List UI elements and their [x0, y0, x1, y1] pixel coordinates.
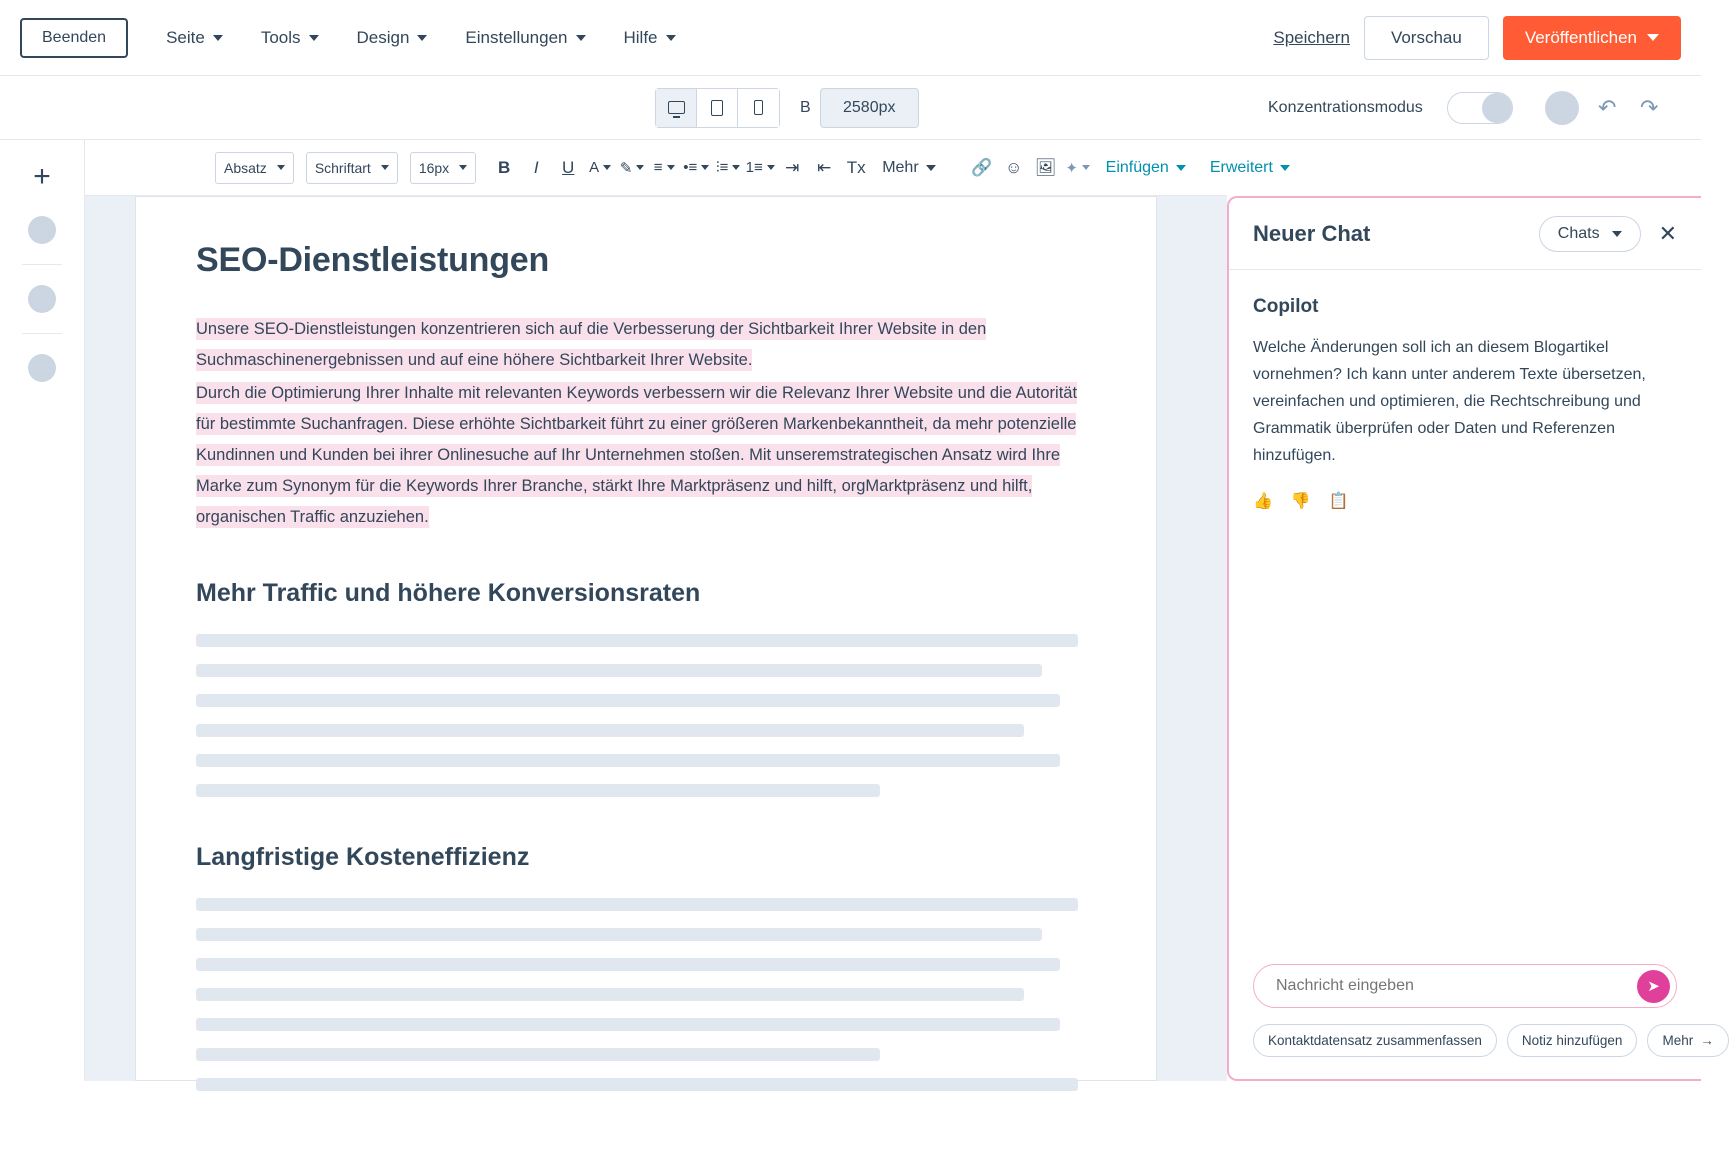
bullet-list-icon: •≡ [683, 159, 698, 176]
paragraph-style-select[interactable] [215, 152, 294, 184]
save-link[interactable]: Speichern [1273, 27, 1350, 47]
emoji-icon[interactable]: ☺ [1004, 157, 1023, 177]
line-spacing-button[interactable] [715, 152, 741, 184]
chevron-down-icon [213, 35, 223, 41]
section-heading-cost: Langfristige Kosteneffizienz [196, 843, 530, 871]
text-color-icon: A [589, 159, 600, 176]
viewport-width-field[interactable]: 2580px [820, 88, 919, 128]
tablet-icon [711, 100, 723, 116]
chevron-down-icon [381, 165, 389, 170]
font-family-select[interactable] [306, 152, 398, 184]
menu-hilfe[interactable] [608, 18, 692, 58]
skeleton-line [196, 1078, 1078, 1091]
chevron-down-icon [666, 35, 676, 41]
advanced-label: Erweitert [1209, 158, 1273, 176]
more-formatting-label: Mehr [882, 158, 919, 176]
copilot-title: Neuer Chat [1253, 220, 1371, 246]
menu-tools[interactable] [245, 18, 335, 58]
arrow-right-icon: → [1700, 1033, 1714, 1048]
chevron-down-icon [309, 35, 319, 41]
thumbs-up-icon[interactable]: 👍 [1253, 493, 1273, 510]
publish-button-label: Veröffentlichen [1524, 27, 1637, 47]
toggle-knob [1482, 93, 1512, 123]
page-title: SEO-Dienstleistungen [196, 241, 550, 279]
suggestion-chips [1253, 1024, 1714, 1057]
skeleton-line [196, 898, 1078, 911]
advanced-menu[interactable] [1210, 159, 1290, 177]
preview-button[interactable]: Vorschau [1364, 16, 1489, 60]
chevron-down-icon [1612, 231, 1622, 237]
menu-hilfe-label: Hilfe [623, 27, 658, 47]
document-paragraph-2[interactable] [196, 378, 1096, 533]
chevron-down-icon [603, 165, 611, 170]
device-tablet-button[interactable] [697, 89, 738, 127]
indent-increase-button[interactable]: ⇥ [785, 157, 800, 177]
device-preview-group [655, 88, 780, 128]
menu-einstellungen-label: Einstellungen [465, 27, 568, 47]
chevron-down-icon [1280, 165, 1290, 171]
chevron-down-icon [459, 165, 467, 170]
skeleton-block-2 [196, 898, 1096, 1091]
send-button[interactable] [1637, 970, 1670, 1003]
chip-more[interactable] [1647, 1024, 1728, 1057]
clear-formatting-button[interactable]: Tx [846, 157, 866, 177]
copilot-header [1229, 198, 1701, 270]
rail-item-2[interactable] [28, 285, 56, 313]
font-family-value: Schriftart [314, 159, 371, 176]
skeleton-line [196, 1048, 880, 1061]
top-bar-actions [1273, 16, 1681, 60]
menu-seite[interactable] [150, 18, 239, 58]
skeleton-line [196, 958, 1060, 971]
chats-dropdown[interactable] [1539, 216, 1641, 252]
message-input[interactable] [1274, 976, 1637, 996]
divider [22, 264, 62, 265]
avatar[interactable] [1545, 91, 1579, 125]
section-heading-traffic: Mehr Traffic und höhere Konversionsraten [196, 579, 701, 607]
bold-button[interactable]: B [498, 157, 511, 177]
chevron-down-icon [277, 165, 285, 170]
align-icon: ≡ [653, 159, 663, 176]
bullet-list-button[interactable] [683, 152, 709, 184]
link-icon[interactable]: 🔗 [971, 157, 993, 177]
insert-menu[interactable] [1106, 159, 1186, 177]
ai-assistant-button[interactable] [1065, 152, 1091, 184]
message-input-wrapper[interactable] [1253, 964, 1677, 1008]
font-size-select[interactable] [410, 152, 476, 184]
chevron-down-icon [636, 165, 644, 170]
image-icon[interactable]: 🖼 [1034, 157, 1057, 177]
focus-mode-label: Konzentrationsmodus [1268, 98, 1423, 116]
skeleton-line [196, 634, 1078, 647]
page-content[interactable] [135, 196, 1157, 1081]
underline-button[interactable]: U [562, 157, 575, 177]
copilot-conversation [1229, 270, 1701, 964]
skeleton-line [196, 664, 1042, 677]
menu-design-label: Design [356, 27, 410, 47]
document-paragraph-1[interactable] [196, 314, 1096, 376]
skeleton-block-1 [196, 634, 1096, 797]
skeleton-line [196, 694, 1060, 707]
device-desktop-button[interactable] [656, 89, 697, 127]
viewport-toolbar [0, 76, 1701, 140]
line-spacing-icon: ⫶≡ [715, 159, 729, 176]
device-mobile-button[interactable] [738, 89, 779, 127]
highlighter-icon: ✎ [619, 159, 633, 177]
chevron-down-icon [732, 165, 740, 170]
chip-more-label: Mehr [1662, 1033, 1694, 1048]
indent-decrease-button[interactable]: ⇤ [817, 157, 832, 177]
skeleton-line [196, 724, 1024, 737]
highlighted-text: Durch die Optimierung Ihrer Inhalte mit relevanten Keywords verbessern wir die Relevanz Ihrer Website und die Autorität für bestimmte Suchanfragen. Diese erhöhte Sichtbarkeit führt zu einer größeren Markenbekanntheit, da mehr potenzielle Kundinnen und Kunden bei ihrer Onlinesuche auf Ihr Unternehmen stoßen. Mit unseremstrategischen Ansatz wird Ihre Marke zum Synonym für die Keywords Ihrer Branche, stärkt Ihre Marktpräsenz und hilft, orgMarktpräsenz und hilft, organischen Traffic anzuziehen. [196, 384, 1078, 526]
copilot-message: Welche Änderungen soll ich an diesem Blogartikel vornehmen? Ich kann unter anderem Texte übersetzen, vereinfachen und optimieren, die Rechtschreibung und Grammatik überprüfen oder Daten und Referenzen hinzufügen. [1253, 339, 1646, 464]
copy-icon[interactable]: 📋 [1328, 493, 1349, 510]
rail-item-1[interactable] [28, 216, 56, 244]
focus-mode-toggle[interactable] [1447, 92, 1513, 124]
publish-button[interactable] [1503, 16, 1681, 60]
numbered-list-button[interactable] [747, 152, 773, 184]
phone-icon [754, 100, 763, 115]
top-navigation-bar [0, 0, 1701, 76]
editor-canvas [85, 196, 1227, 1081]
more-formatting-button[interactable] [882, 159, 935, 177]
italic-button[interactable]: I [533, 157, 539, 177]
chevron-down-icon [1176, 165, 1186, 171]
rich-text-toolbar [85, 140, 1273, 196]
breakpoint-label: B [800, 98, 811, 116]
menu-design[interactable] [341, 18, 444, 58]
skeleton-line [196, 988, 1024, 1001]
highlight-color-button[interactable] [619, 152, 645, 184]
chip-add-note[interactable]: Notiz hinzufügen [1507, 1024, 1638, 1057]
copilot-footer [1229, 964, 1714, 1079]
menu-tools-label: Tools [260, 27, 301, 47]
text-color-button[interactable] [587, 152, 613, 184]
redo-button[interactable]: ↷ [1640, 94, 1659, 120]
chevron-down-icon [417, 35, 427, 41]
skeleton-line [196, 1018, 1060, 1031]
menu-seite-label: Seite [166, 27, 205, 47]
rail-item-3[interactable] [28, 354, 56, 382]
sparkle-icon: ✦ [1065, 159, 1078, 177]
copilot-panel [1227, 196, 1714, 1081]
menu-einstellungen[interactable] [449, 18, 601, 58]
font-size-value: 16px [418, 159, 450, 176]
skeleton-line [196, 754, 1060, 767]
chats-dropdown-label: Chats [1557, 224, 1600, 242]
monitor-icon [668, 101, 685, 114]
thumbs-down-icon[interactable]: 👎 [1290, 493, 1311, 510]
skeleton-line [196, 784, 880, 797]
exit-button[interactable]: Beenden [20, 18, 128, 58]
chevron-down-icon [667, 165, 675, 170]
numbered-list-icon: 1≡ [745, 159, 763, 176]
left-module-rail [0, 140, 85, 1081]
chevron-down-icon [701, 165, 709, 170]
chevron-down-icon [926, 165, 936, 171]
chevron-down-icon [1647, 34, 1659, 41]
align-button[interactable] [651, 152, 677, 184]
insert-label: Einfügen [1105, 158, 1169, 176]
chevron-down-icon [1082, 165, 1090, 170]
message-feedback-actions [1253, 491, 1677, 511]
send-icon: ➤ [1647, 978, 1660, 995]
add-module-icon[interactable]: + [33, 160, 51, 193]
skeleton-line [196, 928, 1042, 941]
chevron-down-icon [767, 165, 775, 170]
paragraph-style-value: Absatz [224, 159, 267, 176]
undo-button[interactable]: ↶ [1598, 94, 1617, 120]
divider [22, 333, 62, 334]
chip-summarize-contact[interactable]: Kontaktdatensatz zusammenfassen [1253, 1024, 1497, 1057]
chevron-down-icon [576, 35, 586, 41]
close-icon[interactable]: ✕ [1658, 220, 1677, 246]
highlighted-text: Unsere SEO-Dienstleistungen konzentrieren sich auf die Verbesserung der Sichtbarkeit Ihrer Website in den Suchmaschinenergebnissen und auf eine höhere Sichtbarkeit Ihrer Website. [196, 320, 987, 369]
copilot-bot-name: Copilot [1253, 296, 1319, 317]
